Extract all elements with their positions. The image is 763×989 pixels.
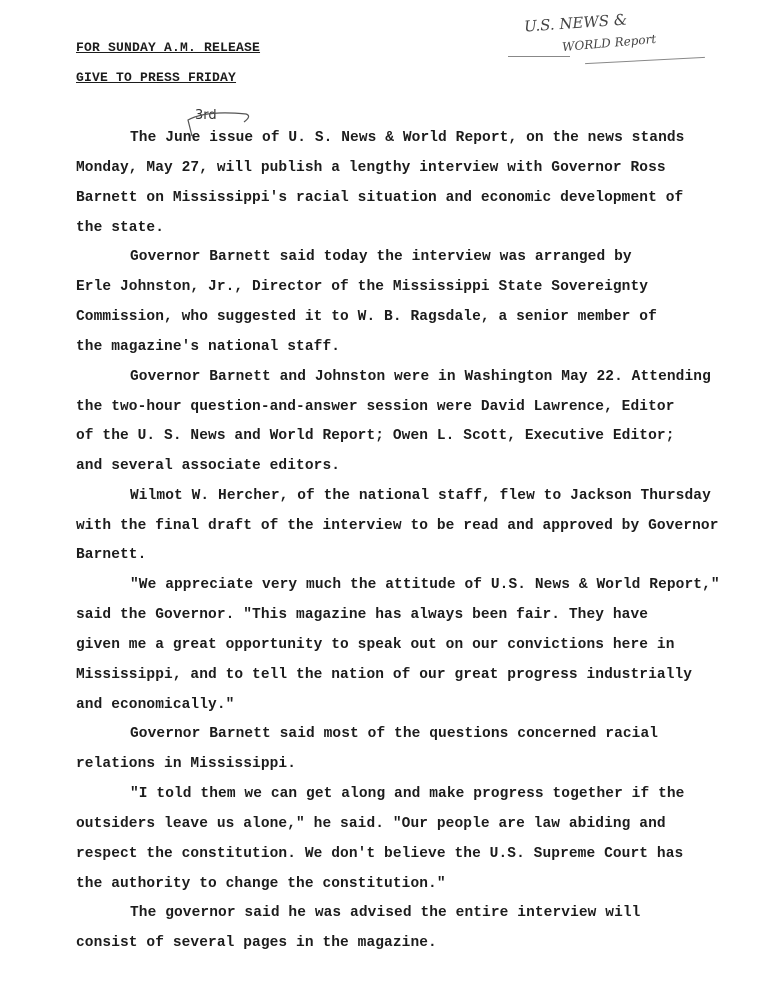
body-line: of the U. S. News and World Report; Owen L. Scott, Executive Editor;	[76, 428, 675, 444]
body-line: Erle Johnston, Jr., Director of the Mississippi State Sovereignty	[76, 279, 649, 295]
press-heading: GIVE TO PRESS FRIDAY	[76, 70, 237, 85]
body-line: "I told them we can get along and make progress together if the	[130, 786, 685, 802]
body-line: with the final draft of the interview to be read and approved by Governor	[76, 518, 719, 534]
body-line: Commission, who suggested it to W. B. Ragsdale, a senior member of	[76, 309, 657, 325]
body-line: Governor Barnett and Johnston were in Washington May 22. Attending	[130, 369, 711, 385]
release-heading: FOR SUNDAY A.M. RELEASE	[76, 40, 261, 55]
body-line: and economically."	[76, 697, 235, 713]
body-line: outsiders leave us alone," he said. "Our people are law abiding and	[76, 816, 666, 832]
body-line: Wilmot W. Hercher, of the national staff, flew to Jackson Thursday	[130, 488, 711, 504]
body-line: Barnett.	[76, 547, 147, 563]
handwritten-insert: 3rd	[195, 108, 217, 123]
body-line: relations in Mississippi.	[76, 756, 297, 772]
body-line: The June issue of U. S. News & World Report, on the news stands	[130, 130, 685, 146]
body-line: Governor Barnett said most of the questions concerned racial	[130, 726, 659, 742]
body-line: respect the constitution. We don't believe the U.S. Supreme Court has	[76, 846, 684, 862]
body-line: the state.	[76, 220, 165, 236]
body-line: consist of several pages in the magazine.	[76, 935, 437, 951]
body-line: Governor Barnett said today the interview was arranged by	[130, 249, 632, 265]
body-line: Monday, May 27, will publish a lengthy interview with Governor Ross	[76, 160, 666, 176]
body-line: the two-hour question-and-answer session were David Lawrence, Editor	[76, 399, 675, 415]
body-line: Mississippi, and to tell the nation of our great progress industrially	[76, 667, 693, 683]
body-line: and several associate editors.	[76, 458, 341, 474]
handwritten-annotation-line2: WORLD Report	[561, 31, 657, 55]
body-line: Barnett on Mississippi's racial situation and economic development of	[76, 190, 684, 206]
body-line: said the Governor. "This magazine has always been fair. They have	[76, 607, 649, 623]
handwritten-annotation-line1: U.S. NEWS &	[523, 10, 628, 36]
handwritten-underline	[585, 57, 705, 64]
body-line: the magazine's national staff.	[76, 339, 341, 355]
body-line: The governor said he was advised the entire interview will	[130, 905, 641, 921]
body-line: "We appreciate very much the attitude of U.S. News & World Report,"	[130, 577, 720, 593]
body-line: given me a great opportunity to speak out on our convictions here in	[76, 637, 675, 653]
body-line: the authority to change the constitution."	[76, 876, 446, 892]
handwritten-dash	[508, 56, 570, 57]
